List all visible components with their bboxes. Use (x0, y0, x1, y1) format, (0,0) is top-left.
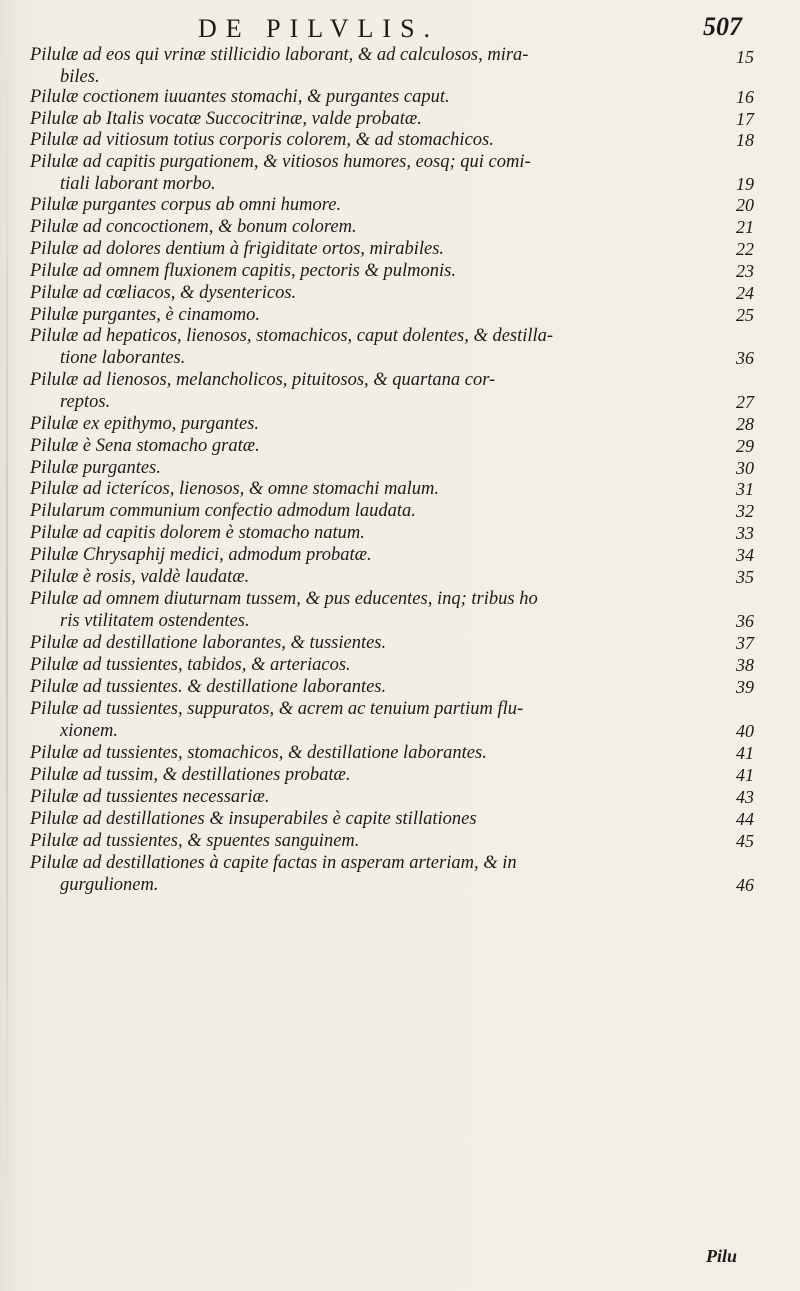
index-entry-text: Pilulæ ab Italis vocatæ Succocitrinæ, valde probatæ. (30, 109, 422, 129)
index-entry-text: Pilulæ Chrysaphij medici, admodum probatæ. (30, 545, 372, 565)
index-entry-text: Pilulæ ad tussientes, stomachicos, & destillatione laborantes. (30, 743, 487, 763)
entry-number: 33 (736, 523, 754, 543)
entry-number: 43 (736, 787, 754, 807)
index-entry-text: Pilulæ ad eos qui vrinæ stillicidio laborant, & ad calculosos, mira- (30, 45, 529, 65)
index-entry-text: Pilulæ purgantes. (30, 458, 161, 478)
entry-number: 44 (736, 809, 754, 829)
entry-number: 18 (736, 130, 754, 150)
entry-number: 46 (736, 875, 754, 895)
index-entry-text: Pilulæ purgantes, è cinamomo. (30, 305, 261, 325)
index-entry-text: Pilulæ ad omnem fluxionem capitis, pectoris & pulmonis. (30, 261, 456, 281)
index-entry-text: tiali laborant morbo. (60, 174, 216, 194)
entry-number: 20 (736, 195, 754, 215)
index-entry-text: Pilularum communium confectio admodum laudata. (30, 501, 416, 521)
entry-number: 45 (736, 831, 754, 851)
index-entry-text: tione laborantes. (60, 348, 186, 368)
entry-number: 36 (736, 348, 754, 368)
index-entry-text: Pilulæ coctionem iuuantes stomachi, & purgantes caput. (30, 87, 450, 107)
index-entry-text: Pilulæ ad capitis purgationem, & vitiosos humores, eosq; qui comi- (30, 152, 531, 172)
entry-number: 32 (736, 501, 754, 521)
entry-number: 21 (736, 217, 754, 237)
index-entry-text: Pilulæ ad tussim, & destillationes probatæ. (30, 765, 351, 785)
running-title: DE PILVLIS. (198, 14, 440, 43)
index-entry-text: Pilulæ ad omnem diuturnam tussem, & pus educentes, inq; tribus ho (30, 589, 538, 609)
entry-number: 25 (736, 305, 754, 325)
index-entry-text: ris vtilitatem ostendentes. (60, 611, 250, 631)
index-entry-text: Pilulæ ad dolores dentium à frigiditate ortos, mirabiles. (30, 239, 445, 259)
entry-number: 40 (736, 721, 754, 741)
entry-number: 28 (736, 414, 754, 434)
index-entry-text: Pilulæ ad lienosos, melancholicos, pituitosos, & quartana cor- (30, 370, 496, 390)
entry-number: 16 (736, 87, 754, 107)
index-entry-text: Pilulæ ad hepaticos, lienosos, stomachicos, caput dolentes, & destilla- (30, 326, 554, 346)
index-entry-text: Pilulæ ad cœliacos, & dysentericos. (30, 283, 297, 303)
entry-number: 24 (736, 283, 754, 303)
entry-number: 30 (736, 458, 754, 478)
entry-number: 22 (736, 239, 754, 259)
entry-number: 31 (736, 479, 754, 499)
index-entry-text: Pilulæ ad tussientes, tabidos, & arteriacos. (30, 655, 351, 675)
catchword: Pilu (706, 1246, 738, 1266)
index-entry-text: Pilulæ ad icterícos, lienosos, & omne stomachi malum. (30, 479, 440, 499)
entry-number: 41 (736, 765, 754, 785)
index-entry-text: Pilulæ ad tussientes necessariæ. (30, 787, 270, 807)
entry-number: 37 (736, 633, 754, 653)
index-entry-text: Pilulæ ad tussientes, suppuratos, & acrem ac tenuium partium flu- (30, 699, 524, 719)
index-entry-text: biles. (60, 67, 100, 87)
entry-number: 17 (736, 109, 754, 129)
index-entry-text: Pilulæ è rosis, valdè laudatæ. (30, 567, 250, 587)
entry-number: 41 (736, 743, 754, 763)
index-entry-text: gurgulionem. (60, 875, 159, 895)
index-entry-text: Pilulæ ad capitis dolorem è stomacho natum. (30, 523, 365, 543)
index-entry-text: Pilulæ ad vitiosum totius corporis colorem, & ad stomachicos. (30, 130, 494, 150)
index-entry-text: Pilulæ ad destillatione laborantes, & tussientes. (30, 633, 387, 653)
entry-number: 15 (736, 47, 754, 67)
page-number: 507 (703, 12, 742, 41)
index-entry-text: Pilulæ ex epithymo, purgantes. (30, 414, 259, 434)
index-entry-text: reptos. (60, 392, 111, 412)
entry-number: 38 (736, 655, 754, 675)
entry-number: 29 (736, 436, 754, 456)
index-entry-text: Pilulæ è Sena stomacho gratæ. (30, 436, 260, 456)
entry-number: 23 (736, 261, 754, 281)
entry-number: 27 (736, 392, 754, 412)
index-entry-text: Pilulæ ad concoctionem, & bonum colorem. (30, 217, 357, 237)
index-entry-text: Pilulæ ad tussientes, & spuentes sanguinem. (30, 831, 360, 851)
index-entry-text: Pilulæ ad destillationes & insuperabiles è capite stillationes (30, 809, 477, 829)
index-entry-text: Pilulæ purgantes corpus ab omni humore. (30, 195, 342, 215)
index-entry-text: Pilulæ ad destillationes à capite factas in asperam arteriam, & in (30, 853, 517, 873)
entry-number: 34 (736, 545, 754, 565)
entry-number: 19 (736, 174, 754, 194)
entry-number: 36 (736, 611, 754, 631)
entry-number: 35 (736, 567, 754, 587)
index-entry-text: xionem. (60, 721, 119, 741)
index-entry-text: Pilulæ ad tussientes. & destillatione laborantes. (30, 677, 387, 697)
entry-number: 39 (736, 677, 754, 697)
